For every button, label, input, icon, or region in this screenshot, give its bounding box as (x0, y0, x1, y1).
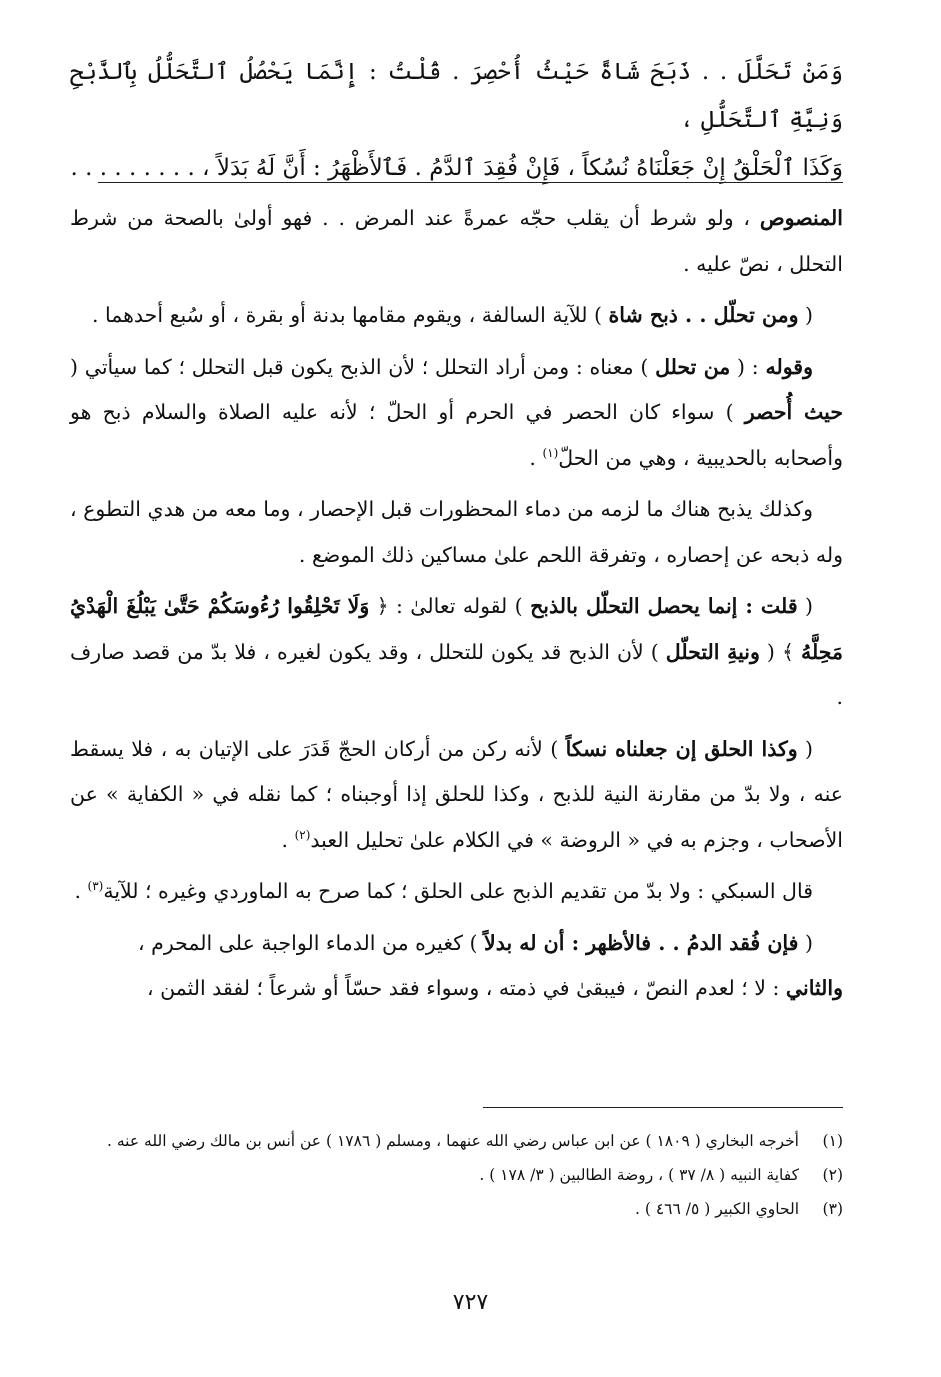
commentary-text (70, 196, 843, 1012)
commentary-paragraph-1 (70, 196, 843, 287)
bold-term: وكذا الحلق إن جعلناه نسكاً (565, 736, 798, 761)
page-number: ٧٢٧ (452, 1290, 489, 1315)
footnote-ref-3[interactable]: (٣) (87, 879, 104, 894)
matn-separator-rule (98, 182, 843, 183)
commentary-paragraph-2 (70, 293, 843, 339)
footnote-number: (٣) (822, 1200, 843, 1218)
paragraph-text: ، ولو شرط أن يقلب حجّه عمرةً عند المرض . . فهو أولىٰ بالصحة من شرط التحلل ، نصّ عليه . (70, 206, 843, 276)
quran-verse: وَلَا تَحْلِقُوا رُءُوسَكُمْ حَتَّىٰ يَبْلُغَ الْهَدْيُ مَحِلَّهُ (70, 594, 843, 664)
matn-text (70, 48, 843, 192)
paragraph-text: : لا ؛ لعدم النصّ ، فيبقىٰ في ذمته ، وسواء فقد حسّاً أو شرعاً ؛ لفقد الثمن ، (146, 976, 786, 1000)
footnote-text: كفاية النبيه ( ٨/ ٣٧ ) ، روضة الطالبين ( ٣/ ١٧٨ ) . (479, 1166, 799, 1184)
footnote-2 (70, 1160, 843, 1190)
footnote-ref-2[interactable]: (٢) (294, 827, 311, 842)
footnote-1 (70, 1126, 843, 1156)
commentary-paragraph-5 (70, 584, 843, 721)
footnote-ref-1[interactable]: (١) (542, 445, 559, 460)
bracket: ( (798, 930, 813, 955)
commentary-paragraph-8 (70, 921, 843, 1012)
matn-line-2: وَكَذَا ٱلْحَلْقُ إِنْ جَعَلْنَاهُ نُسُكاً ، فَإِنْ فُقِدَ ٱلدَّمُ . فَٱلأَظْهَرُ : أَنَّ لَهُ بَدَلاً ، . . . . . . . . . (70, 155, 843, 181)
footnote-3 (70, 1194, 843, 1224)
bold-term: فإن فُقد الدمُ . . فالأظهر : أن له بدلاً (484, 930, 799, 955)
paragraph-text: ﴾ ( (759, 639, 801, 664)
footnote-text: الحاوي الكبير ( ٥/ ٤٦٦ ) . (635, 1200, 799, 1218)
paragraph-text: . (74, 879, 88, 903)
bracket: ( (797, 594, 814, 618)
bold-term: والثاني (785, 976, 843, 1000)
paragraph-text: . (281, 827, 295, 852)
bold-term: من تحلل (655, 354, 731, 379)
matn-line-1: وَمَنْ تَحَلَّلَ . . ذَبَحَ شَاةً حَيْثُ أُحْصِرَ . قُلْتُ : إِنَّمَا يَحْصُلُ ٱلتَّحَلُّلُ بِٱلذَّبْحِ وَنِيَّةِ ٱلتَّحَلُّلِ ، (70, 59, 843, 133)
commentary-paragraph-3 (70, 345, 843, 482)
commentary-paragraph-6 (70, 727, 843, 864)
bracket: ( (798, 303, 813, 327)
bracket: ( (797, 736, 814, 761)
bold-term: ومن تحلّل . . ذبح شاة (608, 303, 799, 327)
commentary-paragraph-7 (70, 869, 843, 915)
paragraph-text: ) سواء كان الحصر في الحرم أو الحلّ ؛ لأنه عليه الصلاة والسلام ذبح هو وأصحابه بالحديبية ، وهي من الحلّ (70, 400, 843, 470)
paragraph-text: قال السبكي : ولا بدّ من تقديم الذبح على الحلق ؛ كما صرح به الماوردي وغيره ؛ للآية (103, 879, 813, 903)
paragraph-text: . (529, 445, 543, 470)
paragraph-text: ) لأنه ركن من أركان الحجّ قَدَرَ على الإتيان به ، فلا يسقط عنه ، ولا بدّ من مقارنة النية للذبح ، وكذا للحلق إذا أوجبناه ؛ كما نقله في « الكفاية » عن الأصحاب ، وجزم به في « الروضة » في الكلام علىٰ تحليل العبد (70, 736, 843, 852)
bold-term: ونيةِ التحلّل (665, 639, 760, 664)
footnote-number: (١) (822, 1132, 843, 1150)
paragraph-text: ) لقوله تعالىٰ : ﴿ (369, 594, 531, 618)
bold-term: المنصوص (759, 206, 843, 230)
bold-term: قلت : إنما يحصل التحلّل بالذبح (530, 594, 798, 618)
paragraph-text: ) معناه : ومن أراد التحلل ؛ لأن الذبح يكون قبل التحلل ؛ كما سيأتي ( (70, 354, 656, 379)
paragraph-text: : ( (730, 354, 766, 379)
paragraph-text: ) كغيره من الدماء الواجبة على المحرم ، (138, 930, 485, 955)
footnotes (70, 1126, 843, 1228)
commentary-paragraph-4: وكذلك يذبح هناك ما لزمه من دماء المحظورات قبل الإحصار ، وما معه من هدي التطوع ، وله ذبحه عن إحصاره ، وتفرقة اللحم علىٰ مساكين ذلك الموضع . (70, 497, 843, 567)
paragraph-text: ) لأن الذبح قد يكون للتحلل ، وقد يكون لغيره ، فلا بدّ من قصد صارف . (70, 639, 843, 709)
footnote-separator-rule (483, 1107, 843, 1108)
footnote-text: أخرجه البخاري ( ١٨٠٩ ) عن ابن عباس رضي الله عنهما ، ومسلم ( ١٧٨٦ ) عن أنس بن مالك رضي الله عنه . (107, 1132, 799, 1150)
footnote-number: (٢) (822, 1166, 843, 1184)
bold-term: وقوله (765, 354, 813, 379)
paragraph-text: ) للآية السالفة ، ويقوم مقامها بدنة أو بقرة ، أو سُبع أحدهما . (91, 303, 609, 327)
bold-term: حيث أُحصر (744, 400, 843, 424)
